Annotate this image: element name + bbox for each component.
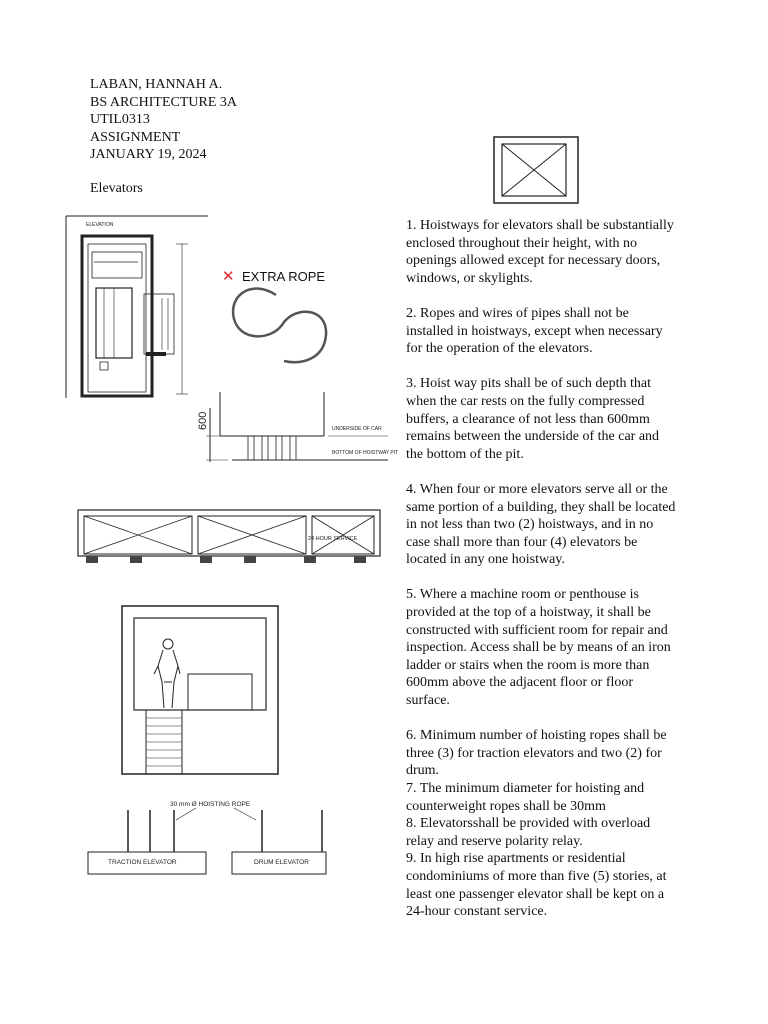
elevation-label: ELEVATION [86,222,114,228]
pit-dimension: 600 [197,411,209,430]
hoisting-rope-figure [84,796,328,876]
student-header [90,76,237,164]
extra-rope-figure [218,265,342,377]
rule-item: 8. Elevatorsshall be provided with overload relay and reserve polarity relay. [406,816,651,849]
student-name: LABAN, HANNAH A. [90,77,223,92]
stairs-icon [146,710,182,774]
pit-clearance-figure [192,390,399,466]
machine-room-figure [118,604,282,776]
rule-item: 4. When four or more elevators serve all or the same portion of a building, they shall be located in not less than two (2) hoistways, and in no case shall more than four (4) elevators be located in any one hoistway. [406,481,676,568]
elevator-plan-figure [493,136,579,204]
rule-item: 6. Minimum number of hoisting ropes shall be three (3) for traction elevators and two (2) for drum. [406,728,667,779]
drum-elevator-label: DRUM ELEVATOR [254,859,309,866]
section-title: Elevators [90,181,143,196]
pit-label-bottom: BOTTOM OF HOISTWAY PIT [332,450,399,456]
rope-dimension-label: 30 mm Ø HOISTING ROPE [170,801,251,808]
rule-item: 9. In high rise apartments or residential condominiums of more than five (5) stories, at least one passenger elevator shall be kept on a 24-hour constant service. [406,851,667,920]
rule-item: 7. The minimum diameter for hoisting and counterweight ropes shall be 30mm [406,781,645,814]
course-code: UTIL0313 [90,112,150,128]
elevator-elevation-figure [64,214,210,400]
rule-item: 1. Hoistways for elevators shall be substantially enclosed throughout their height, with no openings allowed except for necessary doors, windows, or skylights. [406,218,674,286]
hoistway-plan-figure [76,508,382,566]
rule-item: 3. Hoist way pits shall be of such depth that when the car rests on the fully compressed buffers, a clearance of not less than 600mm remains between the underside of the car and the bottom of the pit. [406,376,660,462]
extra-rope-x-icon: ✕ [222,268,235,285]
document-type: ASSIGNMENT [90,129,181,145]
rules-list [406,217,678,921]
pit-label-underside: UNDERSIDE OF CAR [332,426,382,432]
rule-item: 5. Where a machine room or penthouse is provided at the top of a hoistway, it shall be constructed with sufficient room for repair and inspection. Access shall be by means of an iron ladder or stairs when the room is more than 600mm above the adjacent floor or floor surface. [406,587,671,709]
person-icon [154,639,180,708]
document-date: JANUARY 19, 2024 [90,147,207,163]
extra-rope-label: EXTRA ROPE [242,269,326,284]
hoistway-service-label: 24 HOUR SERVICE [308,536,358,542]
traction-elevator-label: TRACTION ELEVATOR [108,859,177,866]
student-program: BS ARCHITECTURE 3A [90,94,238,110]
rule-item: 2. Ropes and wires of pipes shall not be installed in hoistways, except when necessary for the operation of the elevators. [406,305,663,357]
